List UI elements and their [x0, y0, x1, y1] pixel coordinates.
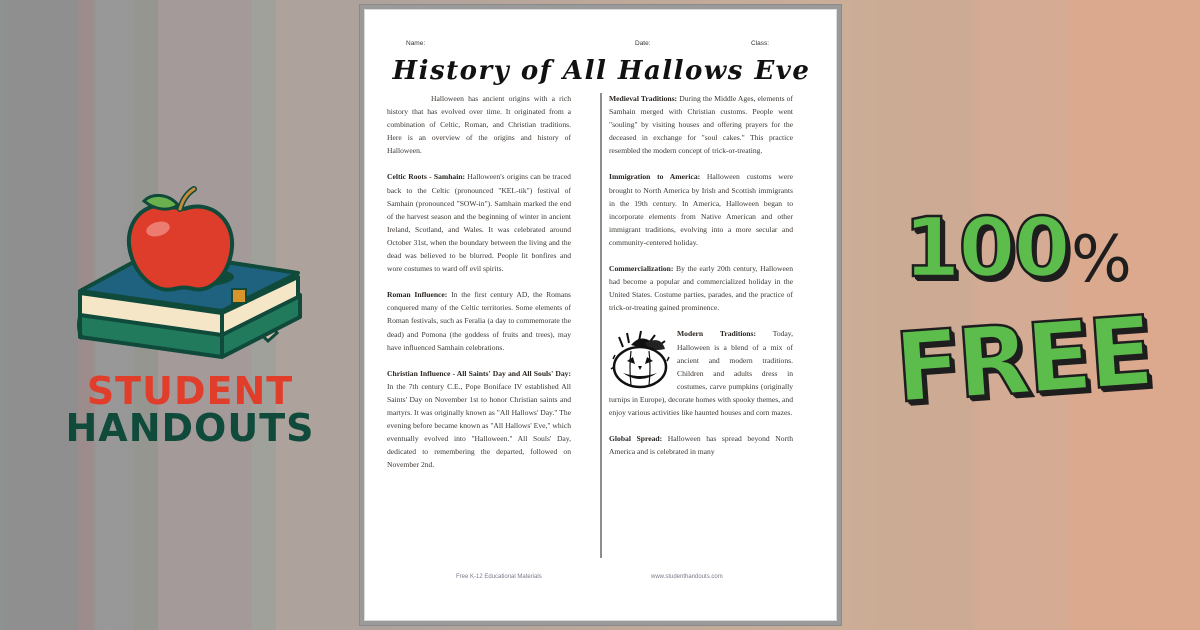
paragraph-heading: Global Spread: [609, 434, 663, 444]
paragraph-intro: Halloween has ancient origins with a rich history that has evolved over time. It originated from a combination of Celtic, Roman, and Christian traditions. Here is an overview of the origins and history of Halloween. [387, 94, 571, 156]
name-label: Name: [406, 40, 426, 47]
paragraph-medieval-traditions: Medieval Traditions: During the Middle Ages, elements of Samhain merged with Christian customs. People went "souling" by visiting houses and offering prayers for the deceased in exchange for "soul cakes." This practice resembled the modern concept of trick-or-treating. [609, 94, 793, 156]
badge-percentage-text: 100 [903, 201, 1069, 296]
badge-free-text: FREE [891, 295, 1154, 425]
logo-text-student: STUDENT [86, 369, 294, 413]
logo-text-handouts: HANDOUTS [65, 406, 315, 450]
left-column [387, 92, 571, 484]
paragraph-roman-influence: Roman Influence: In the first century AD, the Romans conquered many of the Celtic territories. Some elements of Roman festivals, such as Feralia (a day to commemorate the dead) and Pomona (the goddess of fruits and trees), may have influenced Samhain celebrations. [387, 290, 571, 352]
paragraph-heading: Modern Traditions: [677, 329, 757, 339]
paragraph-heading: Roman Influence: [387, 290, 448, 300]
paragraph-heading: Immigration to America: [609, 172, 701, 182]
paragraph-global-spread: Global Spread: Halloween has spread beyond North America and is celebrated in many [609, 434, 793, 457]
paragraph-immigration: Immigration to America: Halloween customs were brought to North America by Irish and Scottish immigrants in the 19th century. In America, Halloween began to incorporate elements from Native American and other immigrant traditions, evolving into a more secular and community-centered holiday. [609, 172, 794, 247]
footer-website-link[interactable]: www.studenthandouts.com [651, 574, 723, 580]
jack-o-lantern-icon [609, 329, 671, 389]
free-badge [891, 200, 1154, 425]
worksheet-title: History of All Hallows Eve [392, 56, 811, 86]
footer-tagline: Free K-12 Educational Materials [456, 574, 542, 580]
paragraph-heading: Christian Influence - All Saints' Day and All Souls' Day: [387, 368, 571, 378]
paragraph-modern-traditions: Modern Traditions: Today, Halloween is a blend of a mix of ancient and modern traditions. Children and adults dress in costumes, carve pumpkins (originally turnips in Europe), decorate homes with spooky themes, and enjoy various activities like haunted houses and corn mazes. [609, 329, 793, 417]
paragraph-celtic-roots: Celtic Roots - Samhain: Halloween's origins can be traced back to the Celtic (pronounced "KEL-tik") festival of Samhain (pronounced "SOW-in"). Samhain marked the end of the harvest season and the beginning of winter in ancient Ireland, Scotland, and Wales. It was celebrated around October 31st, when the boundary between the living and the dead was believed to be blurred. People lit bonfires and wore costumes to ward off evil spirits. [387, 172, 571, 274]
worksheet-page [364, 9, 837, 621]
date-label: Date: [635, 40, 651, 47]
apple-on-books-icon [72, 185, 308, 365]
paragraph-heading: Commercialization: [609, 264, 674, 274]
right-column [609, 92, 793, 471]
paragraph-heading: Celtic Roots - Samhain: [387, 172, 466, 182]
paragraph-heading: Medieval Traditions: [609, 94, 678, 103]
paragraph-commercialization: Commercialization: By the early 20th century, Halloween had become a popular and commercialized holiday in the United States. Costume parties, parades, and the practice of trick-or-treating gained prominence. [609, 264, 793, 313]
class-label: Class: [751, 40, 770, 47]
paragraph-christian-influence: Christian Influence - All Saints' Day and All Souls' Day: In the 7th century C.E., Pope Boniface IV established All Saints' Day on November 1st to honor Christian saints and martyrs. It was originally known as "All Hallows' Day." The evening before became known as "All Hallows' Eve," which eventually evolved into "Halloween." All Souls' Day, dedicated to remembering the departed, followed on November 2nd. [387, 368, 571, 470]
column-divider [600, 93, 602, 558]
percent-sign: % [1071, 223, 1132, 297]
student-handouts-logo [60, 185, 320, 450]
